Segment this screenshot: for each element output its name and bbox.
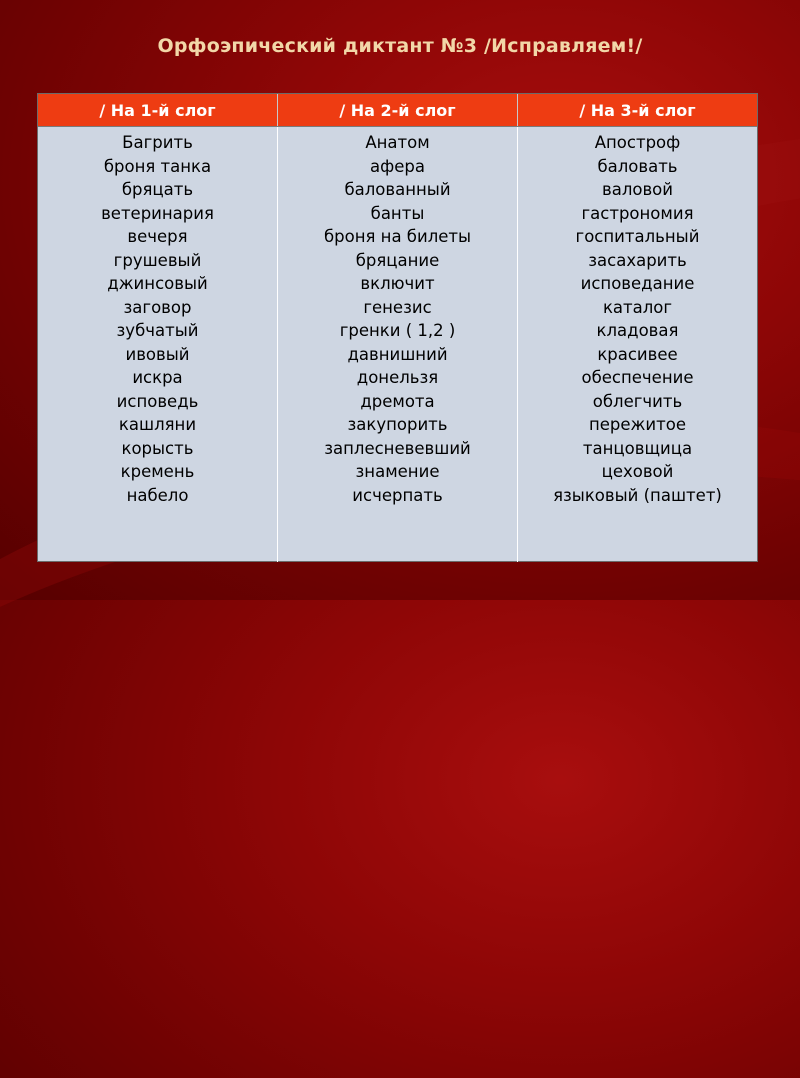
word-item: облегчить — [592, 391, 683, 411]
word-item: грушевый — [113, 250, 202, 270]
word-item: языковый (паштет) — [553, 485, 722, 505]
word-item: исповедание — [580, 274, 695, 293]
word-item: бряцание — [355, 250, 440, 270]
word-item: кладовая — [596, 321, 679, 340]
table-body — [38, 127, 757, 562]
word-item: Багрить — [122, 133, 193, 152]
word-item: давнишний — [347, 344, 448, 364]
word-item: обеспечение — [581, 368, 694, 387]
word-item: заплесневевший — [324, 438, 471, 458]
word-item: набело — [126, 485, 189, 505]
word-item: броня на билеты — [323, 227, 472, 246]
word-item: Апостроф — [594, 133, 681, 152]
word-item: банты — [370, 203, 425, 223]
word-item: засахарить — [588, 250, 687, 270]
word-item: искра — [132, 368, 183, 387]
word-item: баловать — [597, 156, 678, 176]
header-syllable-3: / На 3-й слог — [579, 100, 696, 120]
word-item: генезис — [363, 297, 432, 317]
dictation-table — [37, 93, 758, 562]
word-item: ивовый — [125, 344, 190, 364]
word-item: корысть — [121, 438, 194, 458]
word-item: гренки ( 1,2 ) — [339, 321, 456, 340]
column-syllable-2 — [278, 127, 518, 562]
word-item: танцовщица — [582, 438, 693, 458]
word-item: кремень — [120, 462, 195, 481]
column-syllable-1 — [38, 127, 278, 562]
word-item: исповедь — [116, 391, 199, 411]
word-item: цеховой — [601, 462, 674, 481]
word-item: ветеринария — [101, 203, 214, 223]
word-item: бряцать — [121, 180, 194, 199]
word-item: знамение — [355, 462, 440, 481]
word-item: вечеря — [127, 227, 188, 246]
word-item: включит — [360, 274, 435, 293]
word-item: закупорить — [347, 415, 448, 434]
header-syllable-2: / На 2-й слог — [278, 94, 518, 126]
word-item: джинсовый — [107, 274, 208, 293]
word-item: каталог — [602, 297, 673, 317]
word-item: кашляни — [118, 415, 197, 434]
word-item: броня танка — [103, 156, 212, 176]
table-header-row — [38, 94, 757, 127]
word-item: гастрономия — [581, 203, 694, 223]
slide-title: Орфоэпический диктант №3 /Исправляем!/ — [157, 35, 643, 57]
word-item: зубчатый — [116, 321, 199, 340]
word-item: валовой — [601, 180, 674, 199]
word-item: исчерпать — [352, 485, 443, 505]
column-syllable-3 — [518, 127, 757, 562]
word-item: красивее — [597, 344, 678, 364]
word-item: госпитальный — [575, 227, 700, 246]
word-item: донельзя — [356, 368, 439, 387]
word-item: пережитое — [588, 415, 686, 434]
word-item: Анатом — [365, 133, 430, 152]
word-item: дремота — [360, 391, 435, 411]
word-item: афера — [370, 156, 425, 176]
header-syllable-1: / На 1-й слог — [38, 94, 278, 126]
word-item: балованный — [344, 180, 451, 199]
word-item: заговор — [123, 297, 192, 317]
